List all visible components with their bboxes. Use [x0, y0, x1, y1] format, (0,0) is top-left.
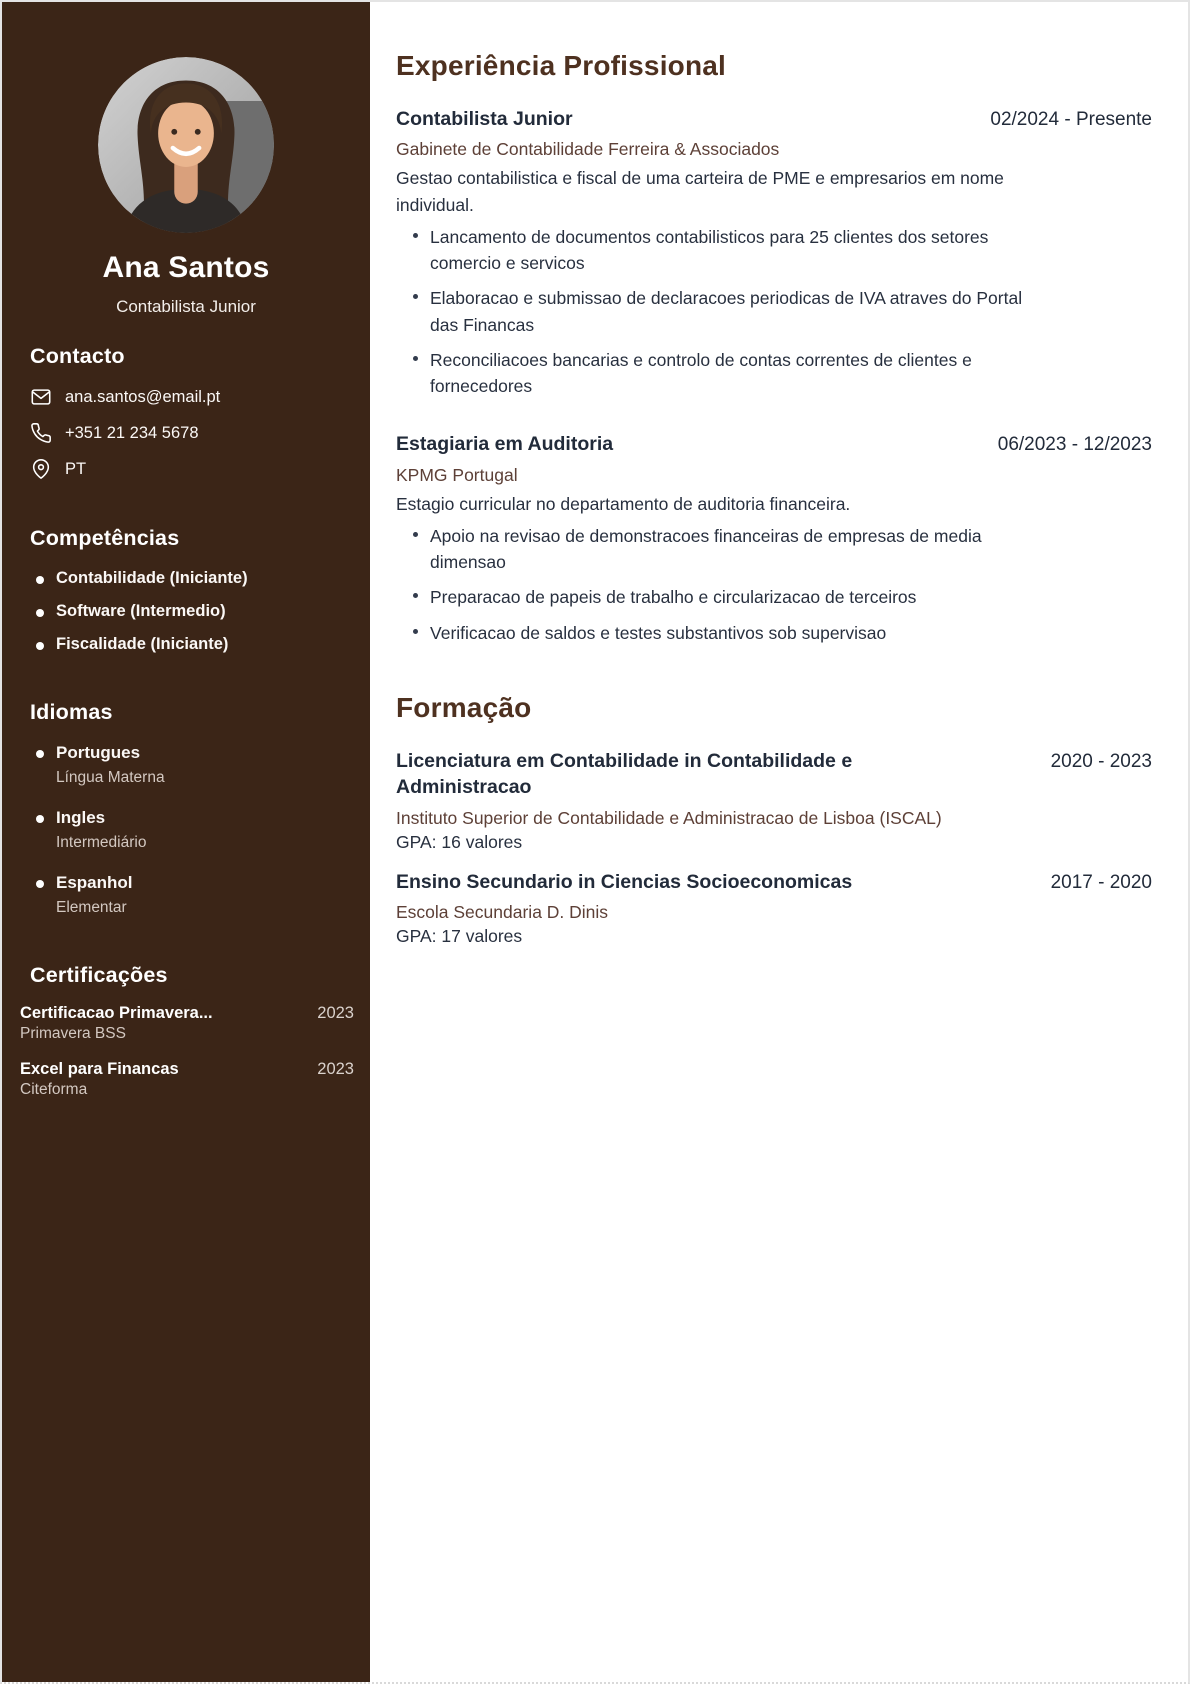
job-bullet-list — [396, 523, 1152, 646]
language-name: Portugues — [30, 743, 342, 763]
certification-item — [20, 1004, 354, 1043]
certification-issuer: Citeforma — [20, 1081, 88, 1098]
certification-year: 2023 — [317, 1060, 354, 1078]
experience-entry — [396, 106, 1152, 399]
job-bullet: Preparacao de papeis de trabalho e circularizacao de terceiros — [396, 584, 1036, 610]
language-item — [30, 743, 342, 787]
languages-list — [30, 743, 342, 917]
avatar-portrait-illustration — [98, 57, 274, 233]
languages-heading: Idiomas — [30, 700, 113, 724]
certification-issuer: Primavera BSS — [20, 1025, 126, 1042]
experience-heading: Experiência Profissional — [396, 50, 727, 81]
degree-title: Ensino Secundario in Ciencias Socioeconomicas — [396, 870, 853, 893]
education-entry — [396, 869, 1152, 947]
job-title: Contabilista Junior — [396, 108, 573, 130]
contact-list — [30, 386, 342, 480]
institution-name: Escola Secundaria D. Dinis — [396, 901, 609, 922]
job-description: Estagio curricular no departamento de auditoria financeira. — [396, 493, 851, 514]
certification-name: Certificacao Primavera... — [20, 1004, 213, 1022]
experience-entry — [396, 431, 1152, 646]
education-entry — [396, 748, 1152, 853]
main-content — [370, 2, 1188, 1682]
job-company: Gabinete de Contabilidade Ferreira & Associados — [396, 139, 780, 160]
certifications-heading: Certificações — [30, 963, 168, 987]
gpa-text: GPA: 17 valores — [396, 925, 523, 946]
job-bullet: Elaboracao e submissao de declaracoes periodicas de IVA atraves do Portal das Financas — [396, 285, 1036, 338]
job-bullet: Reconciliacoes bancarias e controlo de contas correntes de clientes e fornecedores — [396, 347, 1036, 400]
avatar — [98, 57, 274, 233]
language-level: Língua Materna — [56, 769, 165, 786]
experience-section — [396, 50, 1152, 646]
job-dates: 06/2023 - 12/2023 — [997, 434, 1152, 456]
skill-item: Contabilidade (Iniciante) — [30, 569, 342, 588]
language-level: Intermediário — [56, 834, 147, 851]
contact-email-text: ana.santos@email.pt — [65, 387, 221, 406]
degree-title: Licenciatura em Contabilidade in Contabilidade e Administracao — [396, 749, 853, 799]
language-name: Ingles — [30, 808, 342, 828]
job-bullet: Apoio na revisao de demonstracoes financeiras de empresas de media dimensao — [396, 523, 1036, 576]
certification-year: 2023 — [317, 1004, 354, 1022]
job-dates: 02/2024 - Presente — [990, 109, 1152, 130]
certification-name: Excel para Financas — [20, 1060, 179, 1078]
skill-item: Fiscalidade (Iniciante) — [30, 635, 342, 654]
education-heading: Formação — [396, 691, 532, 723]
language-name: Espanhol — [30, 873, 342, 893]
job-description: Gestao contabilistica e fiscal de uma carteira de PME e empresarios em nome individual. — [396, 168, 1004, 215]
certification-item — [20, 1060, 354, 1099]
job-company: KPMG Portugal — [396, 464, 518, 485]
contact-phone-text: +351 21 234 5678 — [65, 423, 199, 442]
phone-icon — [30, 422, 52, 444]
contact-phone-row — [30, 422, 342, 444]
person-name: Ana Santos — [102, 251, 270, 284]
gpa-text: GPA: 16 valores — [396, 831, 523, 852]
person-job-title: Contabilista Junior — [116, 297, 256, 316]
skills-list — [30, 569, 342, 654]
language-item — [30, 808, 342, 852]
institution-name: Instituto Superior de Contabilidade e Administracao de Lisboa (ISCAL) — [396, 807, 942, 828]
language-item — [30, 873, 342, 917]
email-icon — [30, 386, 52, 408]
education-dates: 2020 - 2023 — [1050, 750, 1152, 772]
skill-item: Software (Intermedio) — [30, 602, 342, 621]
contact-location-text: PT — [65, 459, 87, 478]
sidebar — [2, 2, 370, 1682]
education-section — [396, 692, 1152, 947]
language-level: Elementar — [56, 899, 127, 916]
contact-location-row — [30, 458, 342, 480]
location-icon — [30, 458, 52, 480]
skills-heading: Competências — [30, 526, 180, 550]
job-bullet: Lancamento de documentos contabilisticos para 25 clientes dos setores comercio e servicos — [396, 224, 1036, 277]
contact-email-row — [30, 386, 342, 408]
contact-heading: Contacto — [30, 344, 125, 368]
job-bullet-list — [396, 224, 1152, 400]
job-bullet: Verificacao de saldos e testes substantivos sob supervisao — [396, 620, 1036, 646]
job-title: Estagiaria em Auditoria — [396, 433, 614, 456]
education-dates: 2017 - 2020 — [1050, 871, 1152, 893]
certifications-list — [20, 1004, 354, 1099]
